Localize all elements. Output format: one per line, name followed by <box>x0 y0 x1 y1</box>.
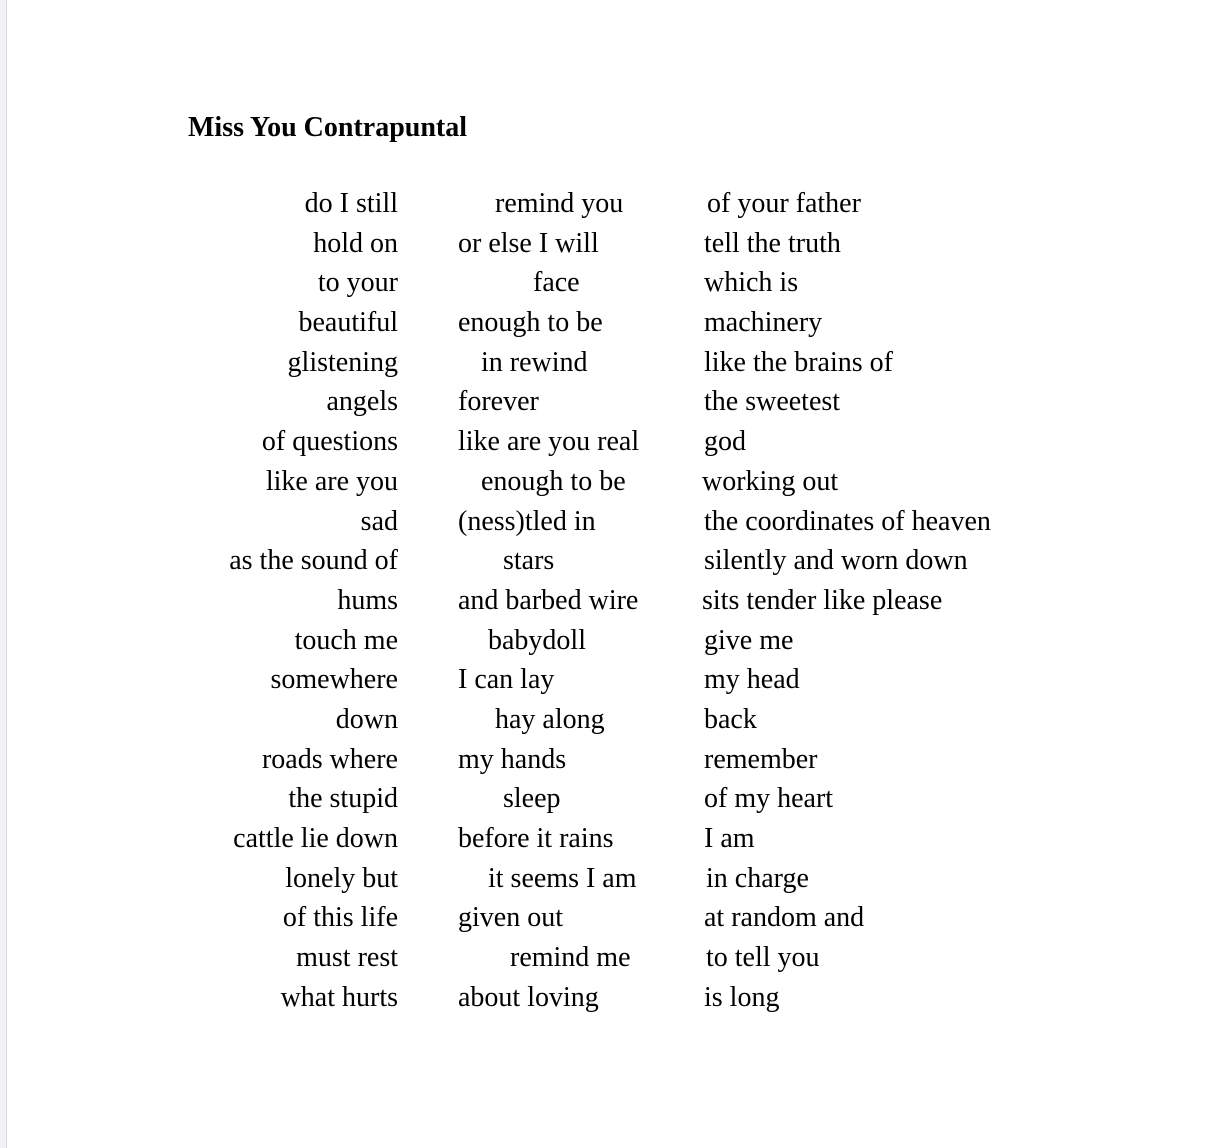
poem-line: babydoll <box>488 624 586 656</box>
poem-line: before it rains <box>458 823 614 854</box>
poem-line: silently and worn down <box>704 545 968 577</box>
poem-line: back <box>704 703 757 735</box>
poem-line: tell the truth <box>704 227 841 259</box>
poem-line: sad <box>360 505 398 537</box>
poem-line: somewhere <box>270 664 398 696</box>
poem-line: which is <box>704 267 799 299</box>
poem-line: glistening <box>287 346 398 378</box>
poem-line: lonely but <box>285 862 398 894</box>
poem-line: working out <box>702 465 839 497</box>
poem-line: god <box>704 426 746 458</box>
poem-line: (ness)tled in <box>458 505 596 537</box>
poem-line: sleep <box>503 783 561 815</box>
poem-line: like are you <box>265 465 398 497</box>
poem-line: enough to be <box>458 307 603 339</box>
poem-line: the stupid <box>288 783 398 815</box>
poem-line: face <box>533 267 580 299</box>
poem-line: cattle lie down <box>233 823 398 854</box>
poem-line: sits tender like please <box>702 584 943 616</box>
poem-line: must rest <box>296 942 398 974</box>
poem-line: to tell you <box>706 942 820 974</box>
poem-line: machinery <box>704 307 823 339</box>
poem-line: remind me <box>510 942 631 974</box>
poem-line: give me <box>704 624 794 656</box>
document-page <box>6 0 1218 1148</box>
poem-line: remember <box>704 743 818 775</box>
poem-line: is long <box>704 981 780 1013</box>
poem-line: stars <box>503 545 555 577</box>
poem-line: or else I will <box>458 227 599 259</box>
poem-line: in charge <box>706 862 809 894</box>
poem-line: what hurts <box>280 981 398 1013</box>
poem-line: hums <box>337 584 398 616</box>
poem-line: in rewind <box>481 346 588 378</box>
poem-line: I am <box>704 823 755 854</box>
poem-line: of my heart <box>704 783 834 815</box>
poem-line: of questions <box>261 426 398 458</box>
poem-line: hold on <box>313 227 398 259</box>
poem-line: remind you <box>495 188 624 219</box>
poem-line: it seems I am <box>488 862 637 894</box>
poem-line: the sweetest <box>704 386 841 418</box>
poem-line: I can lay <box>458 664 555 696</box>
poem-line: and barbed wire <box>458 584 639 616</box>
poem-line: enough to be <box>481 465 626 497</box>
poem-line: hay along <box>495 703 605 735</box>
poem-line: like are you real <box>458 426 640 458</box>
poem-line: of your father <box>707 188 861 219</box>
poem-title: Miss You Contrapuntal <box>188 112 468 143</box>
poem-right-column <box>704 184 1204 1017</box>
poem-line: angels <box>326 386 398 418</box>
poem-line: roads where <box>261 743 398 775</box>
poem-line: at random and <box>704 902 865 934</box>
poem-line: beautiful <box>298 307 398 339</box>
poem-line: given out <box>458 902 563 934</box>
poem-line: to your <box>317 267 398 299</box>
poem-line: about loving <box>458 981 599 1013</box>
poem-line: my head <box>704 664 800 696</box>
poem-line: down <box>335 703 398 735</box>
poem-line: forever <box>458 386 539 418</box>
poem-line: my hands <box>458 743 567 775</box>
poem-line: do I still <box>304 188 398 219</box>
poem-left-column <box>7 184 398 1017</box>
poem-middle-column <box>458 184 678 1017</box>
poem-line: as the sound of <box>229 545 398 577</box>
poem-line: like the brains of <box>704 346 893 378</box>
poem-line: the coordinates of heaven <box>704 505 991 537</box>
poem-line: of this life <box>282 902 398 934</box>
poem-line: touch me <box>294 624 398 656</box>
